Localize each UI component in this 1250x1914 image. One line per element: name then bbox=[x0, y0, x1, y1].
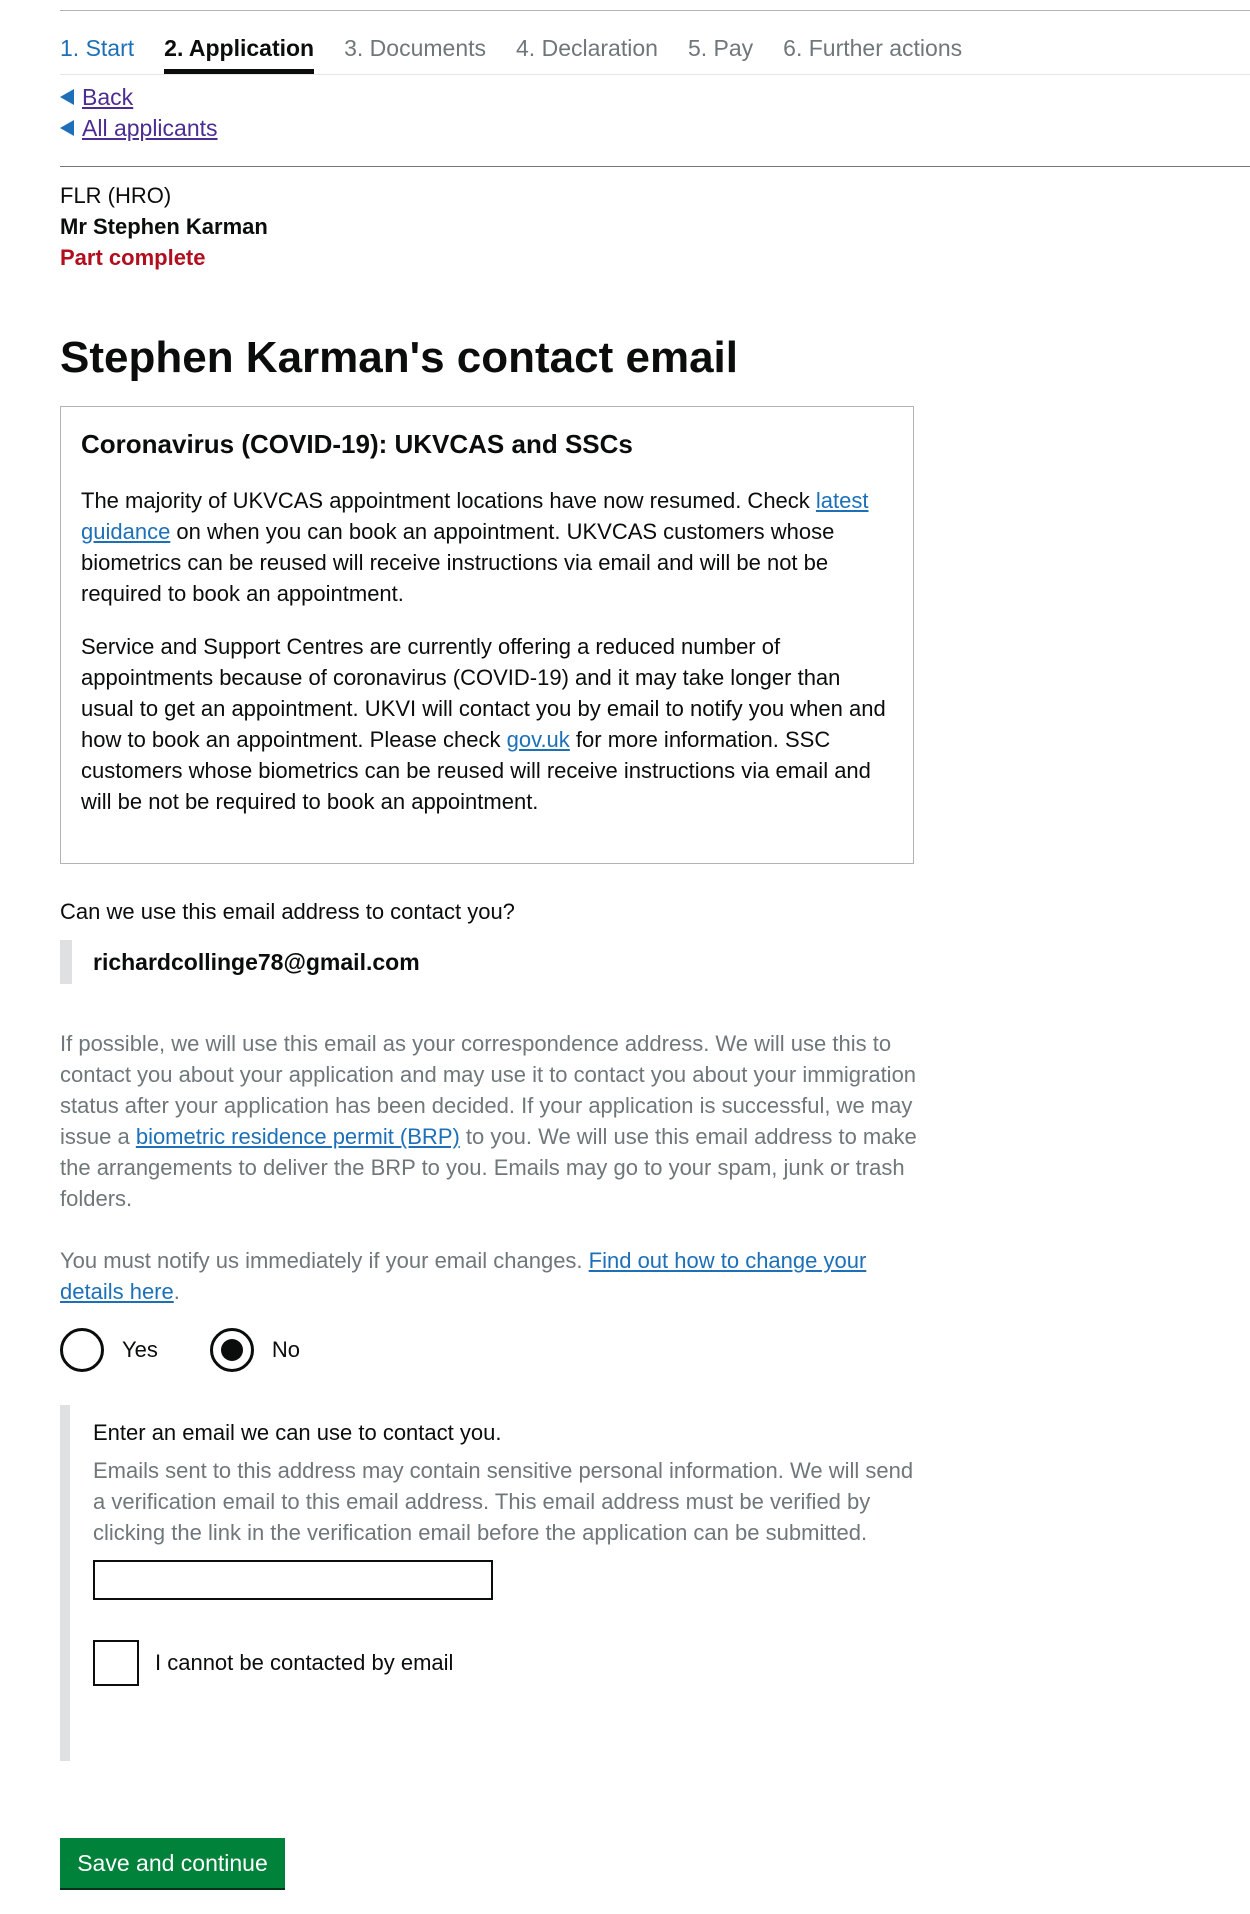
covid-notice bbox=[60, 406, 914, 864]
step-documents: 3. Documents bbox=[344, 35, 487, 61]
steps-divider bbox=[60, 74, 1250, 75]
new-email-hint: Emails sent to this address may contain sensitive personal information. We will send a verification email to this email address. This email address must be verified by clicking the link in the verification email before the application can be submitted. bbox=[93, 1458, 914, 1545]
back-links bbox=[60, 82, 218, 144]
application-route: FLR (HRO) bbox=[60, 183, 172, 208]
step-pay: 5. Pay bbox=[687, 35, 754, 61]
save-and-continue-button[interactable]: Save and continue bbox=[60, 1838, 285, 1888]
back-link-label: Back bbox=[82, 84, 134, 110]
new-email-panel bbox=[60, 1405, 920, 1761]
status-badge: Part complete bbox=[60, 245, 206, 270]
notice-paragraph-1: The majority of UKVCAS appointment locations have now resumed. Check latest guidance on when you can book an appointment. UKVCAS customers whose biometrics can be reused will receive instructions via email and will be not be required to book an appointment. bbox=[81, 488, 869, 606]
step-declaration: 4. Declaration bbox=[516, 35, 658, 61]
gov-uk-link[interactable]: gov.uk bbox=[506, 727, 570, 752]
new-email-input[interactable] bbox=[93, 1560, 493, 1600]
brp-link[interactable]: biometric residence permit (BRP) bbox=[135, 1124, 460, 1149]
email-question: Can we use this email address to contact you? bbox=[60, 899, 515, 924]
step-navigation bbox=[60, 30, 992, 74]
notice-title: Coronavirus (COVID-19): UKVCAS and SSCs bbox=[81, 429, 633, 459]
all-applicants-link[interactable] bbox=[60, 113, 218, 144]
step-application[interactable]: 2. Application bbox=[164, 30, 314, 74]
radio-yes[interactable] bbox=[60, 1328, 158, 1372]
applicant-name: Mr Stephen Karman bbox=[60, 214, 268, 239]
correspondence-hint: If possible, we will use this email as your correspondence address. We will use this to contact you about your application and may use it to contact you about your immigration status after your application has been decided. If your application is successful, we may issue a biometric residence permit (BRP) to you. We will use this email address to make the arrangements to deliver the BRP to you. Emails may go to your spam, junk or trash folders. bbox=[60, 1031, 917, 1211]
back-link[interactable] bbox=[60, 82, 218, 113]
section-divider bbox=[60, 166, 1250, 167]
new-email-label: Enter an email we can use to contact you. bbox=[93, 1420, 502, 1445]
applicant-summary bbox=[60, 180, 268, 273]
step-further-actions: 6. Further actions bbox=[783, 35, 963, 61]
latest-guidance-link[interactable]: latest guidance bbox=[81, 488, 869, 544]
all-applicants-label: All applicants bbox=[82, 115, 218, 141]
back-arrow-icon bbox=[60, 89, 74, 105]
no-email-checkbox-box[interactable] bbox=[93, 1640, 139, 1686]
radio-no-label[interactable]: No bbox=[271, 1337, 301, 1362]
top-divider bbox=[60, 10, 1250, 11]
notice-paragraph-2: Service and Support Centres are currently offering a reduced number of appointments because of coronavirus (COVID-19) and it may take longer than usual to get an appointment. UKVI will contact you by email to notify you when and how to book an appointment. Please check gov.uk for more information. SSC customers whose biometrics can be reused will receive instructions via email and will be not be required to book an appointment. bbox=[81, 634, 886, 814]
existing-email: richardcollinge78@gmail.com bbox=[60, 940, 420, 984]
notify-hint: You must notify us immediately if your email changes. Find out how to change your details here. bbox=[60, 1248, 867, 1304]
page-title: Stephen Karman's contact email bbox=[60, 333, 739, 382]
use-email-radios bbox=[60, 1328, 352, 1372]
step-start[interactable]: 1. Start bbox=[60, 35, 135, 61]
radio-no-circle[interactable] bbox=[210, 1328, 254, 1372]
back-arrow-icon bbox=[60, 120, 74, 136]
no-email-checkbox-label[interactable]: I cannot be contacted by email bbox=[155, 1650, 454, 1675]
radio-yes-circle[interactable] bbox=[60, 1328, 104, 1372]
radio-no[interactable] bbox=[210, 1328, 300, 1372]
radio-yes-label[interactable]: Yes bbox=[122, 1337, 158, 1362]
no-email-checkbox[interactable] bbox=[93, 1640, 920, 1686]
change-details-link[interactable]: Find out how to change your details here bbox=[60, 1248, 867, 1304]
